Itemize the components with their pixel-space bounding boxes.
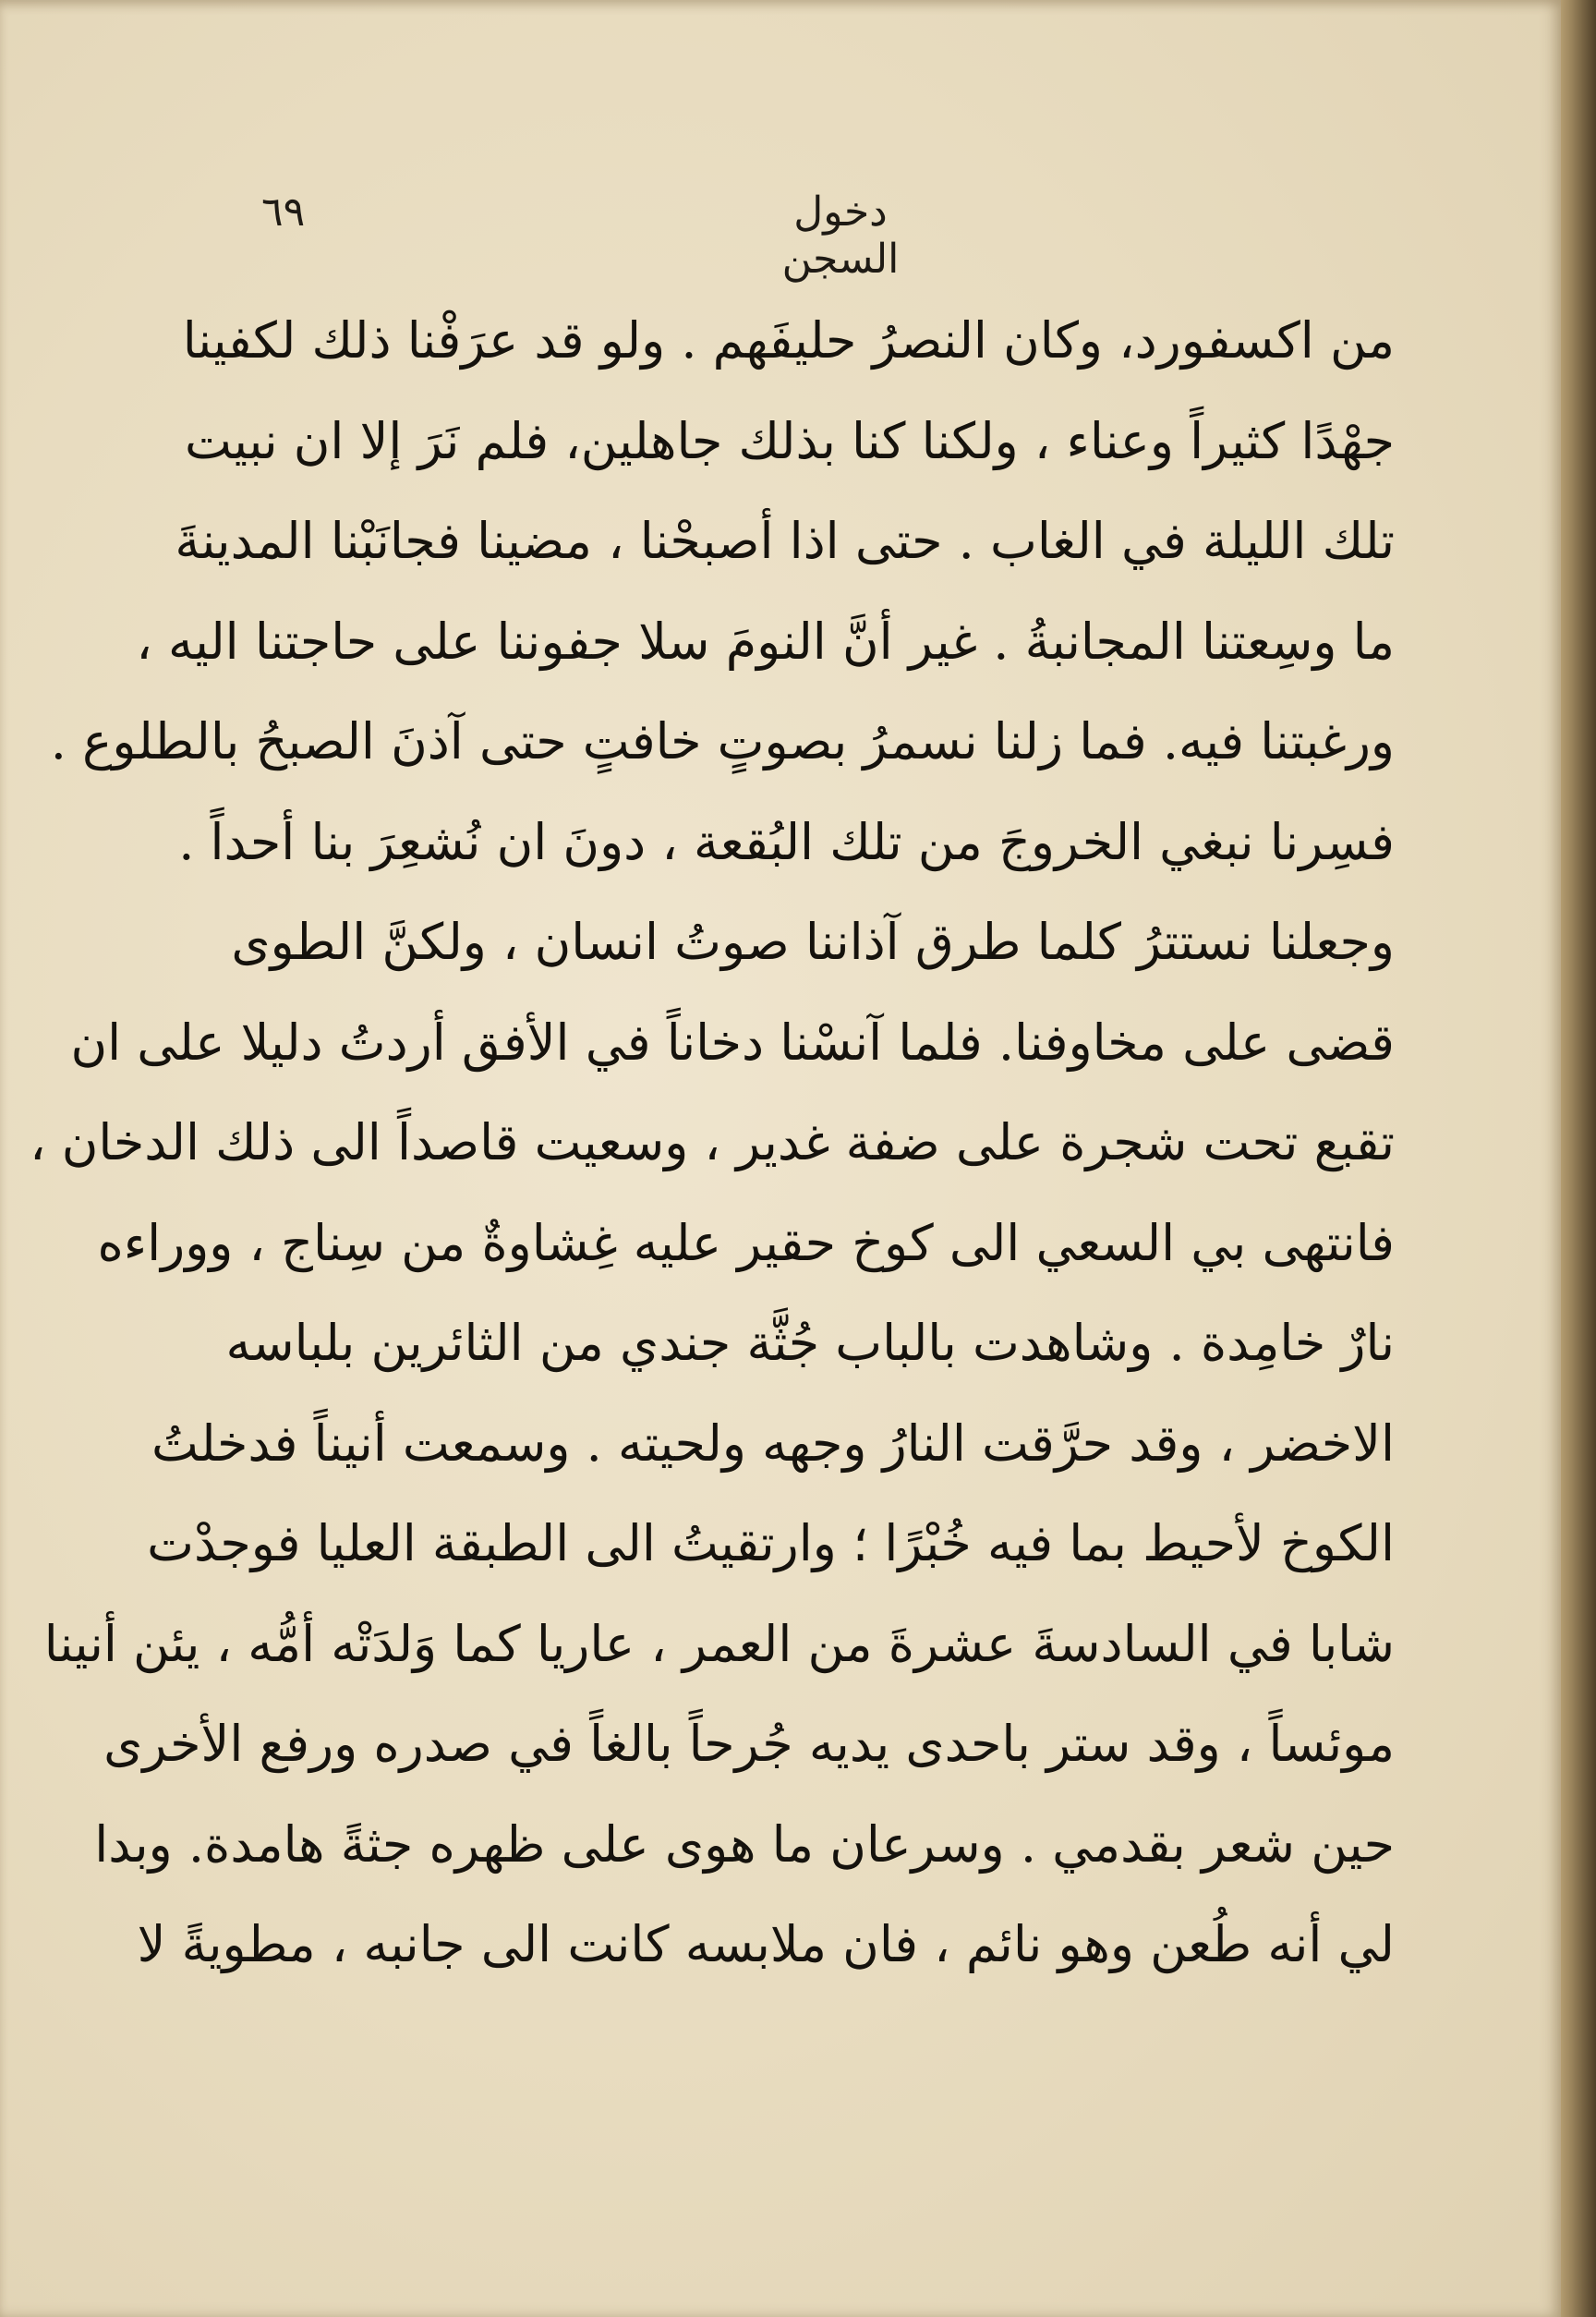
running-head xyxy=(0,181,1561,283)
text-line: شابا في السادسةَ عشرةَ من العمر ، عاريا كما وَلدَتْه أمُّه ، يئن أنينا xyxy=(43,1614,1395,1673)
text-line: ما وسِعتنا المجانبةُ . غير أنَّ النومَ سلا جفوننا على حاجتنا اليه ، xyxy=(136,612,1395,671)
text-line: لي أنه طُعن وهو نائم ، فان ملابسه كانت الى جانبه ، مطويةً لا xyxy=(137,1915,1395,1973)
header-title: دخول السجن xyxy=(781,188,900,283)
text-line: جهْدًا كثيراً وعناء ، ولكنا كنا بذلك جاهلين، فلم نَرَ إلا ان نبيت xyxy=(184,411,1395,470)
text-line: قضى على مخاوفنا. فلما آنسْنا دخاناً في الأفق أردتُ دليلا على ان xyxy=(70,1013,1395,1072)
page-number: ٦٩ xyxy=(261,188,306,236)
body-text xyxy=(30,291,1395,1996)
text-line: ورغبتنا فيه. فما زلنا نسمرُ بصوتٍ خافتٍ حتى آذنَ الصبحُ بالطلوع . xyxy=(50,712,1395,770)
text-line: موئساً ، وقد ستر باحدى يديه جُرحاً بالغاً في صدره ورفع الأخرى xyxy=(103,1715,1395,1773)
text-line: نارٌ خامِدة . وشاهدت بالباب جُثَّة جندي من الثائرين بلباسه xyxy=(225,1314,1395,1372)
text-line: تقبع تحت شجرة على ضفة غدير ، وسعيت قاصداً الى ذلك الدخان ، xyxy=(30,1113,1395,1171)
text-line: من اكسفورد، وكان النصرُ حليفَهم . ولو قد عرَفْنا ذلك لكفينا xyxy=(182,311,1395,370)
text-line: الاخضر ، وقد حرَّقت النارُ وجهه ولحيته . وسمعت أنيناً فدخلتُ xyxy=(151,1413,1395,1473)
text-line: وجعلنا نستترُ كلما طرق آذاننا صوتُ انسان ، ولكنَّ الطوى xyxy=(231,913,1395,971)
page-edge xyxy=(1561,0,1596,2317)
text-line: الكوخ لأحيط بما فيه خُبْرًا ؛ وارتقيتُ الى الطبقة العليا فوجدْت xyxy=(147,1514,1395,1572)
text-line: فانتهى بي السعي الى كوخ حقير عليه غِشاوةٌ من سِناج ، ووراءه xyxy=(97,1213,1395,1272)
text-line: فسِرنا نبغي الخروجَ من تلك البُقعة ، دونَ ان نُشعِرَ بنا أحداً . xyxy=(178,812,1395,871)
text-line: حين شعر بقدمي . وسرعان ما هوى على ظهره جثةً هامدة. وبدا xyxy=(94,1814,1395,1874)
text-line: تلك الليلة في الغاب . حتى اذا أصبحْنا ، مضينا فجانَبْنا المدينةَ xyxy=(175,512,1395,570)
